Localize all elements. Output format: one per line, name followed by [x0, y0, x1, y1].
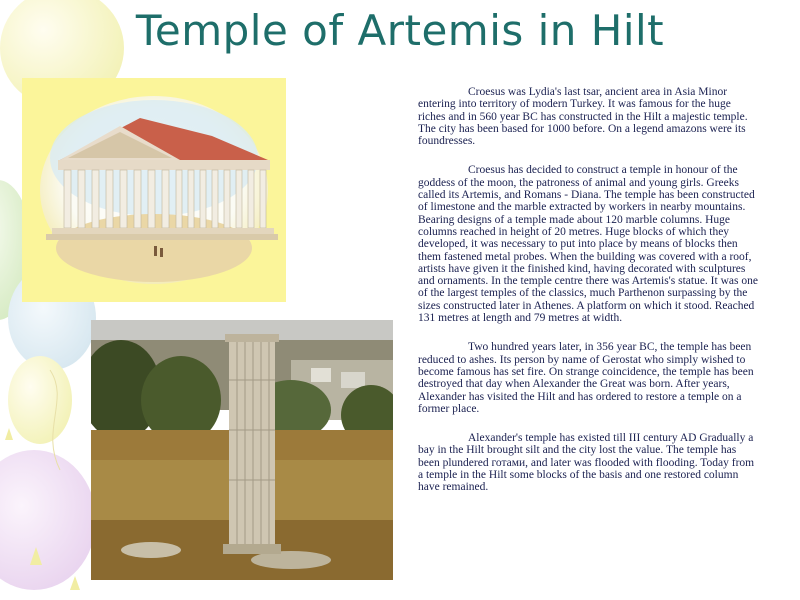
paragraph: Croesus has decided to construct a temple in honour of the goddess of the moon, the patroness of animal and young girls. Greeks called its Artemis, and Romans - Diana. The temple has been constructed of limestone and the marble extracted by workers in nearby mountains. Bearing designs of a temple made about 120 marble columns. Huge columns reached in height of 20 metres. Huge blocks of which they developed, it was necessary to put into place by means of blocks then them fastened metal probes. When the building was covered with a roof, artists have given it the finished kind, having decorated with sculptures and ornaments. In the temple centre there was Artemis's statue. It was one of the largest temples of the classics, much Parthenon surpassing by the sizes constructed later in Athenes. A platform on which it stood. Reached 131 metres at length and 79 metres at width. — [418, 164, 758, 325]
body-text — [418, 86, 758, 511]
ruins-photo — [91, 320, 393, 580]
balloon-purple-bottom — [0, 450, 96, 590]
slide-title: Temple of Artemis in Hilt — [135, 6, 665, 55]
paragraph: Croesus was Lydia's last tsar, ancient area in Asia Minor entering into territory of modern Turkey. It was famous for the huge riches and in 560 year BC has constructed in the Hilt a majestic temple. The city has been based for 1000 before. On a legend amazons were its foundresses. — [418, 86, 748, 148]
temple-illustration — [22, 78, 286, 302]
paragraph: Two hundred years later, in 356 year BC, the temple has been reduced to ashes. Its person by name of Gerostat who simply wished to become famous has set fire. On strange coincidence, the temple has been destroyed that day when Alexander the Great was born. After years, Alexander has visited the Hilt and has ordered to restore a temple on a former place. — [418, 341, 754, 415]
paragraph: Alexander's temple has existed till III century AD Gradually a bay in the Hilt brought silt and the city lost the value. The temple has been plundered готами, and later was flooded with flooding. Today from a temple in the Hilt some blocks of the basis and one restored column have remained. — [418, 432, 755, 494]
balloon-yellow-left — [8, 356, 72, 444]
